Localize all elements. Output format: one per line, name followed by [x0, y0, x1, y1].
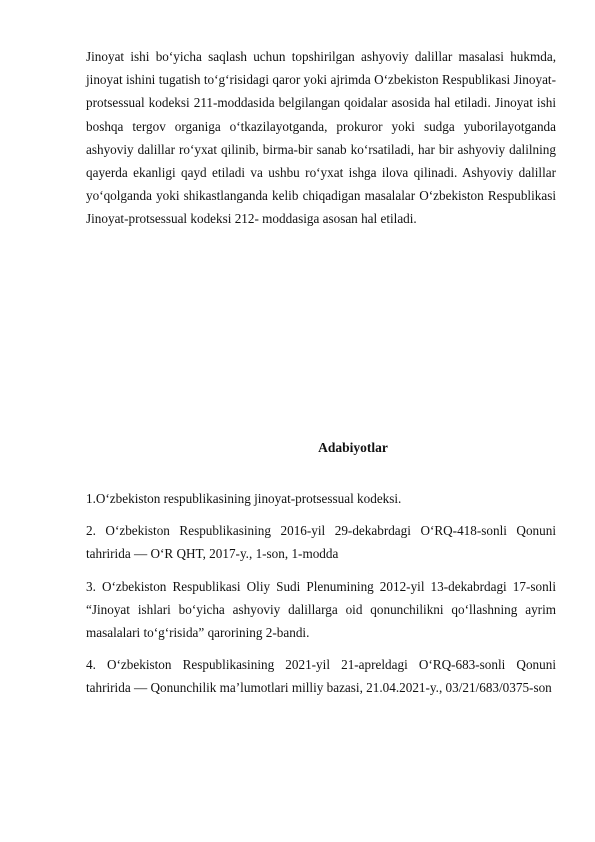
- reference-item-3: 3. O‘zbekiston Respublikasi Oliy Sudi Plenumining 2012-yil 13-dekabrdagi 17-sonli “Jinoyat ishlari bo‘yicha ashyoviy dalillarga oid qonunchilikni qo‘llashning ayrim masalalari to‘g‘risida” qarorining 2-bandi.: [86, 578, 556, 641]
- reference-item-2: 2. O‘zbekiston Respublikasining 2016-yil 29-dekabrdagi O‘RQ-418-sonli Qonuni tahririda — O‘R QHT, 2017-y., 1-son, 1-modda: [86, 523, 556, 562]
- reference-item-1: 1.O‘zbekiston respublikasining jinoyat-protsessual kodeksi.: [86, 491, 402, 506]
- references-title: Adabiyotlar: [318, 440, 388, 455]
- reference-item-4: 4. O‘zbekiston Respublikasining 2021-yil 21-apreldagi O‘RQ-683-sonli Qonuni tahririda — Qonunchilik ma’lumotlari milliy bazasi, 21.04.2021-y., 03/21/683/0375-son: [86, 657, 556, 696]
- body-paragraph: Jinoyat ishi bo‘yicha saqlash uchun topshirilgan ashyoviy dalillar masalasi hukmda, jinoyat ishini tugatish to‘g‘risidagi qaror yoki ajrimda O‘zbekiston Respublikasi Jinoyat-protsessual kodeksi 211-moddasida belgilangan qoidalar asosida hal etiladi. Jinoyat ishi boshqa tergov organiga o‘tkazilayotganda, prokuror yoki sudga yuborilayotganda ashyoviy dalillar ro‘yxat qilinib, birma-bir sanab ko‘rsatiladi, har bir ashyoviy dalilning qayerda ekanligi qayd etiladi va ushbu ro‘yxat ishga ilova qilinadi. Ashyoviy dalillar yo‘qolganda yoki shikastlanganda kelib chiqadigan masalalar O‘zbekiston Respublikasi Jinoyat-protsessual kodeksi 212- moddasiga asosan hal etiladi.: [86, 49, 556, 227]
- references-list: [86, 487, 556, 709]
